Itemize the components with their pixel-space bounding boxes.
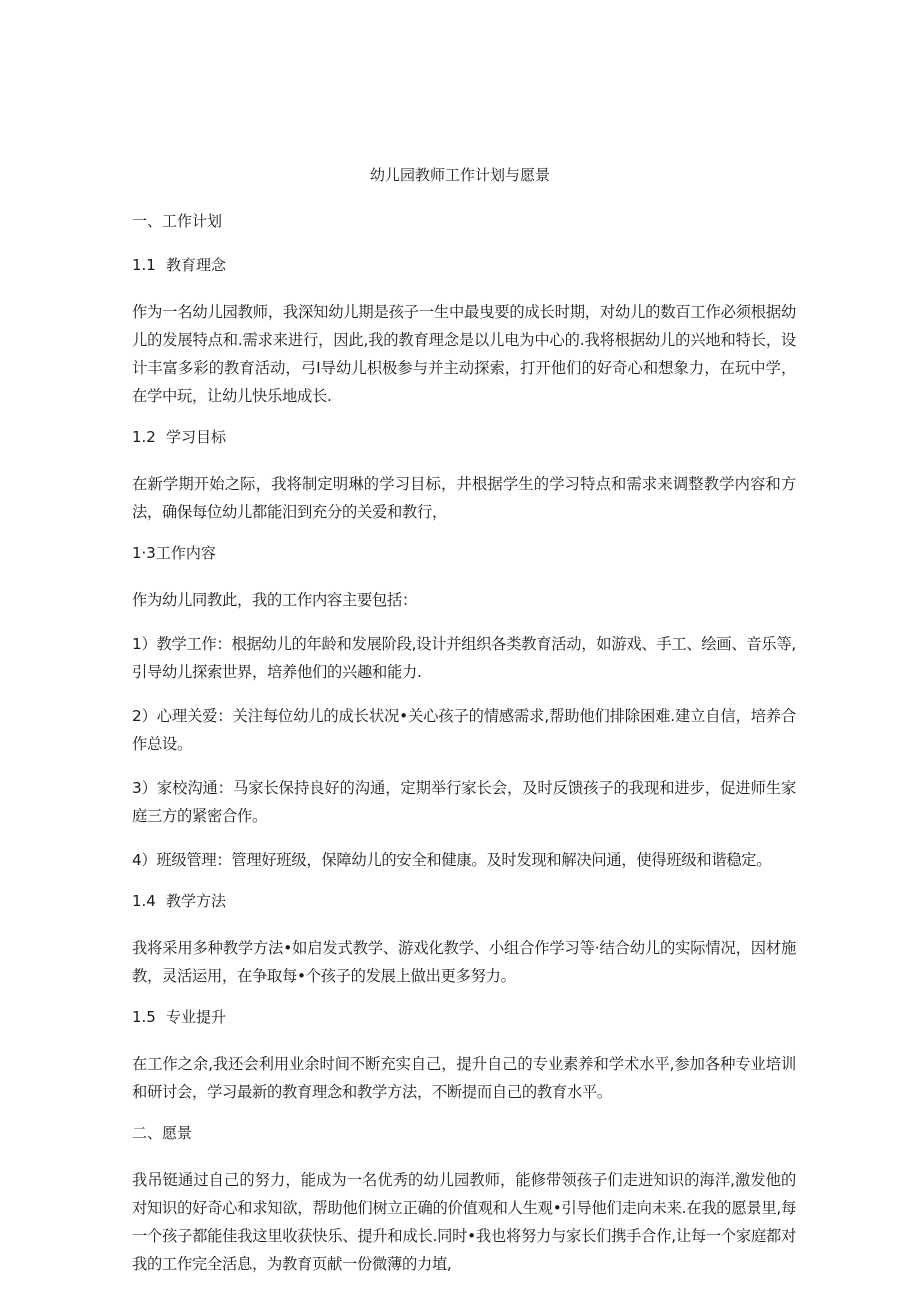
section-heading-work-plan: 一、工作计划 bbox=[132, 212, 223, 230]
subsection-heading-learning-goals bbox=[132, 426, 796, 448]
subsection-title: 专业提升 bbox=[166, 1008, 227, 1026]
list-item-home-school-communication: 3）家校沟通：马家长保持良好的沟通，定期举行家长会，及时反馈孩子的我现和进步，促进师生家庭三方的紧密合作。 bbox=[132, 779, 796, 825]
subsection-heading-work-content: 1·3工作内容 bbox=[132, 544, 216, 562]
paragraph-vision: 我吊铤通过自己的努力，能成为一名优秀的幼儿园教师，能修带领孩子们走进知识的海洋,激发他的对知识的好奇心和求知欲，帮助他们树立正确的价值观和人生观•引导他们走向未来.在我的愿景里,每一个孩子都能佳我这里收获快乐、提升和成长.同时•我也将努力与家长们携手合作,让每一个家庭都对我的工作完全活息，为教育页献一份微薄的力埴, bbox=[132, 1171, 796, 1273]
subsection-heading-education-philosophy bbox=[132, 254, 796, 276]
subsection-heading-professional-development bbox=[132, 1006, 796, 1028]
subsection-number: 1.5 bbox=[132, 1008, 156, 1026]
subsection-number: 1.1 bbox=[132, 256, 156, 274]
section-heading-vision: 二、愿景 bbox=[132, 1124, 193, 1142]
list-item-class-management: 4）班级管理：管理好班级，保障幼儿的安全和健康。及时发现和解决问通，使得班级和谐稳定。 bbox=[132, 851, 772, 869]
subsection-title: 教学方法 bbox=[166, 892, 227, 910]
document-body bbox=[132, 210, 796, 1294]
paragraph-professional-development: 在工作之余,我还会利用业余时间不断充实自己，提升自己的专业素养和学术水平,参加各种专业培训和研讨会，学习最新的教育理念和教学方法，不断提而自己的教育水平。 bbox=[132, 1055, 796, 1101]
subsection-number: 1.2 bbox=[132, 428, 156, 446]
paragraph-education-philosophy: 作为一名幼儿园教师，我深知幼儿期是孩子一生中最曳要的成长时期，对幼儿的数百工作必须根据幼儿的发展特点和.需求来进行，因此,我的教育理念是以儿电为中心的.我将根据幼儿的兴地和特长，设计丰富多彩的教育活动，弓I导幼儿枳极参与并主动探索，打开他们的好奇心和想象力，在玩中学，在学中玩，让幼儿快乐地成长. bbox=[132, 303, 796, 405]
subsection-number: 1.4 bbox=[132, 892, 156, 910]
subsection-title: 学习目标 bbox=[166, 428, 227, 446]
list-item-teaching-work: 1）教学工作：根据幼儿的年龄和发展阶段,设计并组织各类教育活动，如游戏、手工、绘画、音乐等,引导幼儿探索世界，培养他们的兴趣和能力. bbox=[132, 635, 796, 681]
paragraph-learning-goals: 在新学期开始之际，我将制定明琳的学习目标，井根据学生的学习特点和需求来调整教学内容和方法，确保每位幼儿都能汨到充分的关爱和教行， bbox=[132, 475, 796, 521]
paragraph-teaching-methods: 我将采用多种教学方法•如启发式教学、游戏化教学、小组合作学习等·结合幼儿的实际情况，因材施教，灵活运用，在争取每•个孩子的发展上做出更多努力。 bbox=[132, 939, 796, 985]
list-item-psychological-care: 2）心理关爱：关注每位幼儿的成长状况•关心孩子的情感需求,帮助他们排除困难.建立自信，培养合作总设。 bbox=[132, 707, 796, 753]
subsection-title: 教育理念 bbox=[166, 256, 227, 274]
document-title: 幼儿园教师工作计划与愿景 bbox=[369, 166, 550, 184]
subsection-heading-teaching-methods bbox=[132, 890, 796, 912]
paragraph-work-content-intro: 作为幼儿同教此，我的工作内容主要包括： bbox=[132, 591, 417, 609]
